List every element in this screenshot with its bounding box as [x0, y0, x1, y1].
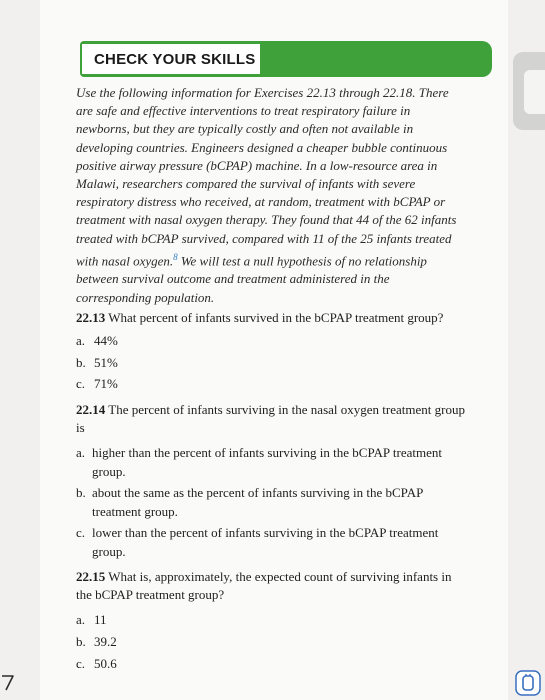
question-22-14 [76, 401, 488, 437]
intro-line: respiratory distress who received, at random, treatment with bCPAP or [76, 194, 446, 210]
question-number: 22.14 [76, 402, 106, 417]
intro-line: newborns, but they are typically costly and often not available in [76, 121, 414, 137]
intro-line: treated with bCPAP survived, compared with 11 of the 25 infants treated [76, 230, 452, 246]
question-number: 22.15 [76, 569, 106, 584]
question-text: What percent of infants survived in the bCPAP treatment group? [105, 310, 444, 325]
option-letter: a. [76, 445, 86, 460]
option-letter: c. [76, 376, 86, 391]
option-text: about the same as the percent of infants surviving in the bCPAP [92, 485, 424, 500]
option-text: 39.2 [94, 634, 117, 649]
option-letter: b. [76, 355, 86, 370]
question-22-13 [76, 309, 488, 327]
option-b[interactable] [76, 633, 117, 651]
option-a[interactable] [76, 332, 118, 350]
intro-line-tail: We will test a null hypothesis of no relationship [177, 253, 427, 269]
option-c[interactable] [76, 655, 117, 673]
option-text: 51% [94, 355, 118, 370]
option-text-cont: group. [92, 543, 126, 559]
question-text-cont: is [76, 420, 85, 435]
option-letter: b. [76, 634, 86, 649]
option-a[interactable] [76, 444, 476, 481]
intro-line: developing countries. Engineers designed a cheaper bubble continuous [76, 139, 448, 155]
intro-line: Use the following information for Exercises 22.13 through 22.18. There [76, 85, 449, 100]
question-text: What is, approximately, the expected count of surviving infants in [105, 569, 452, 584]
option-text: 44% [94, 333, 118, 348]
side-tab-inner [524, 70, 545, 114]
option-text: lower than the percent of infants surviving in the bCPAP treatment [92, 525, 439, 540]
intro-line: Malawi, researchers compared the survival of infants with severe [76, 176, 416, 192]
option-b[interactable] [76, 484, 476, 521]
option-text: 11 [94, 612, 107, 627]
intro-line: positive airway pressure (bCPAP) machine. In a low-resource area in [76, 157, 438, 173]
copy-icon[interactable] [515, 670, 541, 696]
option-c[interactable] [76, 524, 476, 561]
option-text: higher than the percent of infants surviving in the bCPAP treatment [92, 445, 442, 460]
intro-line: corresponding population. [76, 289, 215, 305]
corner-arrow-icon[interactable] [0, 672, 18, 694]
option-c[interactable] [76, 375, 118, 393]
intro-line: are safe and effective interventions to treat respiratory failure in [76, 103, 411, 119]
intro-paragraph [76, 84, 488, 307]
question-text-cont: the bCPAP treatment group? [76, 587, 225, 602]
option-text-cont: treatment group. [92, 503, 178, 519]
option-letter: c. [76, 656, 86, 671]
option-text-cont: group. [92, 463, 126, 479]
footnote-link[interactable]: 8 [173, 251, 178, 262]
question-text: The percent of infants surviving in the nasal oxygen treatment group [105, 402, 465, 417]
question-number: 22.13 [76, 310, 106, 325]
option-letter: c. [76, 525, 86, 540]
option-letter: a. [76, 333, 86, 348]
option-letter: a. [76, 612, 86, 627]
option-b[interactable] [76, 354, 118, 372]
intro-line: between survival outcome and treatment administered in the [76, 271, 390, 287]
option-letter: b. [76, 485, 86, 500]
section-title: CHECK YOUR SKILLS [94, 51, 256, 68]
option-a[interactable] [76, 611, 107, 629]
intro-line-text: with nasal oxygen. [76, 253, 174, 269]
intro-line: treatment with nasal oxygen therapy. They found that 44 of the 62 infants [76, 212, 457, 228]
intro-line [76, 248, 488, 271]
option-text: 71% [94, 376, 118, 391]
option-text: 50.6 [94, 656, 117, 671]
question-22-15 [76, 568, 488, 604]
